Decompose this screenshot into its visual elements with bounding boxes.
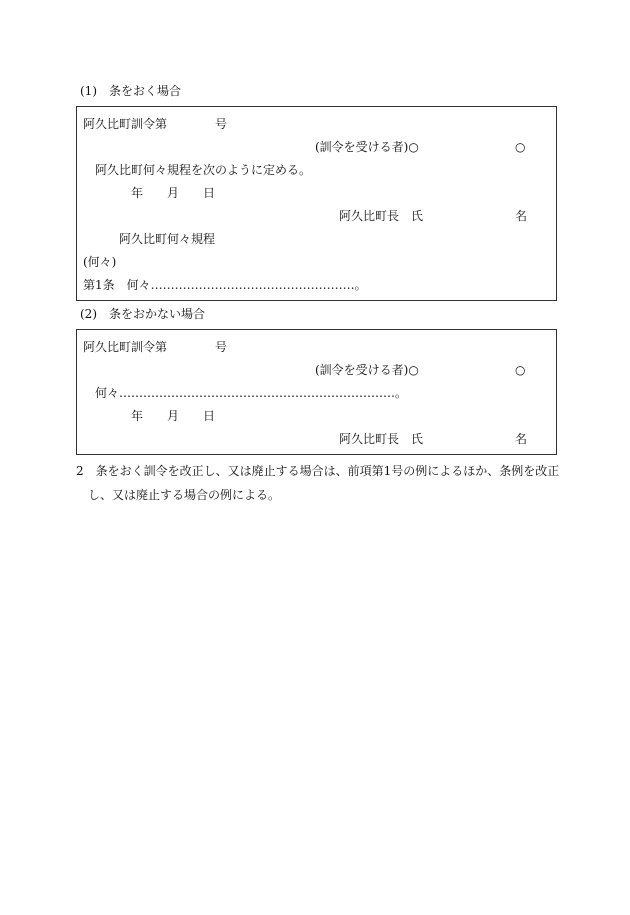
section2-signer: 阿久比町長 氏 bbox=[339, 432, 424, 446]
section2-date: 年 月 日 bbox=[131, 409, 216, 423]
section1-caption: (何々) bbox=[83, 255, 117, 269]
section1-heading: (1) 条をおく場合 bbox=[80, 84, 181, 98]
section1-date: 年 月 日 bbox=[131, 186, 216, 200]
section1-signer: 阿久比町長 氏 bbox=[339, 209, 424, 223]
section1-enactment: 阿久比町何々規程を次のように定める。 bbox=[95, 163, 312, 177]
section1-rule-title: 阿久比町何々規程 bbox=[119, 232, 216, 246]
section1-recipient: (訓令を受ける者)○ bbox=[315, 140, 419, 154]
section2-example-box bbox=[76, 329, 557, 455]
section1-example-box bbox=[76, 106, 557, 301]
section1-signer-end: 名 bbox=[515, 209, 528, 223]
section2-recipient: (訓令を受ける者)○ bbox=[315, 363, 419, 377]
section1-article: 第1条 何々……………………………………………。 bbox=[83, 278, 367, 292]
section2-recipient-end: ○ bbox=[515, 363, 526, 377]
section2-doc-number: 阿久比町訓令第 号 bbox=[83, 340, 228, 354]
note-paragraph: 2 条をおく訓令を改正し、又は廃止する場合は、前項第1号の例によるほか、条例を改正し、又は廃止する場合の例による。 bbox=[76, 464, 560, 502]
section2-body: 何々……………………………………………………………。 bbox=[95, 386, 408, 400]
section2-heading: (2) 条をおかない場合 bbox=[80, 307, 205, 321]
section2-signer-end: 名 bbox=[515, 432, 528, 446]
section1-recipient-end: ○ bbox=[515, 140, 526, 154]
section1-doc-number: 阿久比町訓令第 号 bbox=[83, 117, 228, 131]
